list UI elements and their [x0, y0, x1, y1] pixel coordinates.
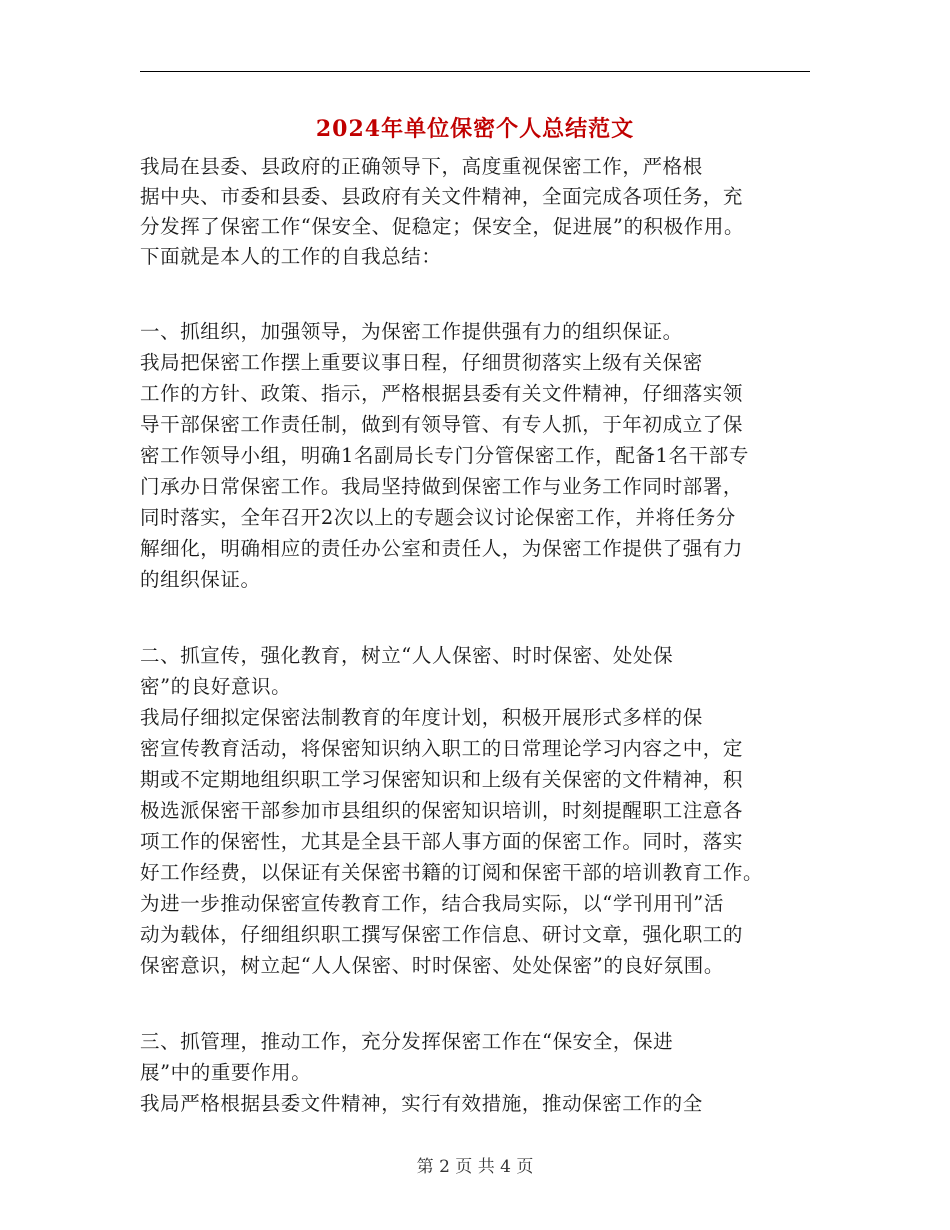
- header-rule: [140, 71, 810, 72]
- body-line: 的组织保证。: [140, 568, 261, 591]
- body-line: 同时落实，全年召开2次以上的专题会议讨论保密工作，并将任务分: [140, 506, 736, 529]
- body-line: 保密意识，树立起“人人保密、时时保密、处处保密”的良好氛围。: [140, 954, 724, 977]
- page-number: 第 2 页 共 4 页: [416, 1157, 534, 1177]
- body-line: 期或不定期地组织职工学习保密知识和上级有关保密的文件精神，积: [140, 768, 744, 791]
- body-line: 好工作经费，以保证有关保密书籍的订阅和保密干部的培训教育工作。: [140, 861, 764, 884]
- body-line: 密工作领导小组，明确1名副局长专门分管保密工作，配备1名干部专: [140, 444, 749, 467]
- body-line: 据中央、市委和县委、县政府有关文件精神，全面完成各项任务，充: [140, 185, 744, 208]
- body-line: 项工作的保密性，尤其是全县干部人事方面的保密工作。同时，落实: [140, 830, 744, 853]
- body-line: 密宣传教育活动，将保密知识纳入职工的日常理论学习内容之中，定: [140, 737, 744, 760]
- body-line: 分发挥了保密工作“保安全、促稳定；保安全，促进展”的积极作用。: [140, 215, 745, 238]
- body-line: 极选派保密干部参加市县组织的保密知识培训，时刻提醒职工注意各: [140, 799, 744, 822]
- body-line: 我局在县委、县政府的正确领导下，高度重视保密工作，严格根: [140, 155, 703, 178]
- body-line: 我局仔细拟定保密法制教育的年度计划，积极开展形式多样的保: [140, 706, 703, 729]
- body-line: 解细化，明确相应的责任办公室和责任人，为保密工作提供了强有力: [140, 537, 744, 560]
- section-heading: 二、抓宣传，强化教育，树立“人人保密、时时保密、处处保: [140, 644, 674, 667]
- body-line: 我局把保密工作摆上重要议事日程，仔细贯彻落实上级有关保密: [140, 351, 703, 374]
- body-line: 为进一步推动保密宣传教育工作，结合我局实际，以“学刊用刊”活: [140, 892, 724, 915]
- section-heading: 一、抓组织，加强领导，为保密工作提供强有力的组织保证。: [140, 320, 683, 343]
- body-line: 导干部保密工作责任制，做到有领导管、有专人抓，于年初成立了保: [140, 413, 744, 436]
- body-line: 我局严格根据县委文件精神，实行有效措施，推动保密工作的全: [140, 1092, 703, 1115]
- document-title: 2024年单位保密个人总结范文: [315, 116, 635, 142]
- body-line: 下面就是本人的工作的自我总结：: [140, 245, 442, 268]
- section-heading: 三、抓管理，推动工作，充分发挥保密工作在“保安全，保进: [140, 1030, 674, 1053]
- section-heading: 密”的良好意识。: [140, 675, 292, 698]
- section-heading: 展”中的重要作用。: [140, 1061, 312, 1084]
- body-line: 门承办日常保密工作。我局坚持做到保密工作与业务工作同时部署，: [140, 475, 744, 498]
- body-line: 工作的方针、政策、指示，严格根据县委有关文件精神，仔细落实领: [140, 382, 744, 405]
- body-line: 动为载体，仔细组织职工撰写保密工作信息、研讨文章，强化职工的: [140, 923, 744, 946]
